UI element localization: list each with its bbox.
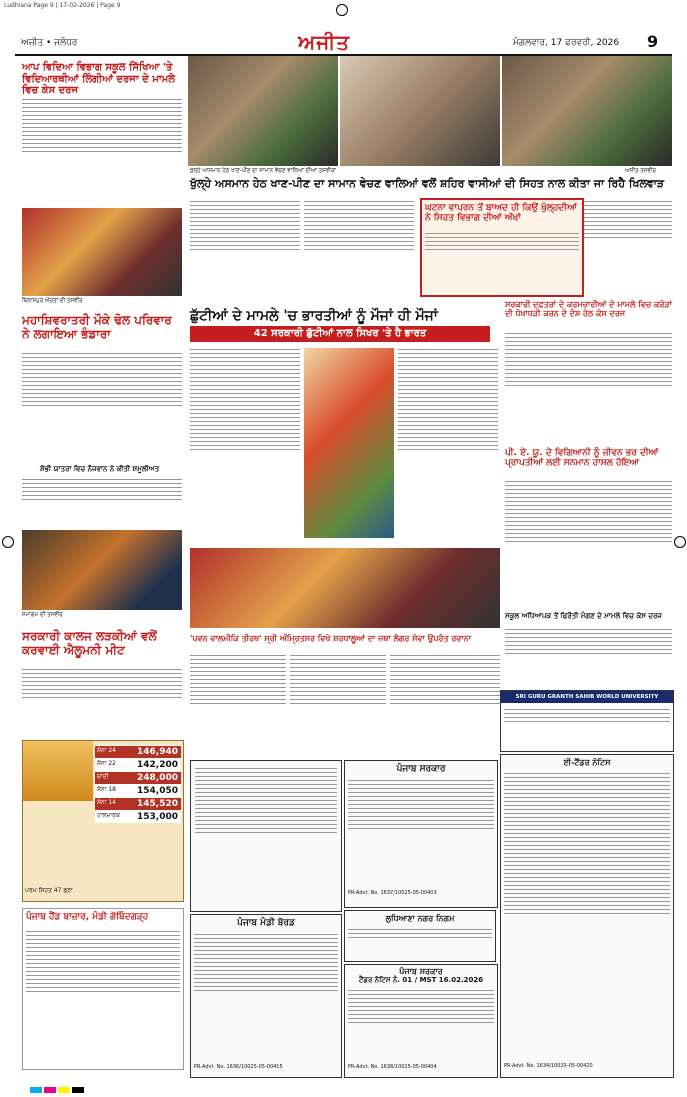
headline-pau: ਪੀ. ਏ. ਯੂ. ਦੇ ਵਿਗਿਆਨੀ ਨੂੰ ਜੀਵਨ ਭਰ ਦੀਆਂ ਪ੍ਰਾਪਤੀਆਂ ਲਈ ਸਨਮਾਨ ਹਾਸਲ ਹੋਇਆ: [505, 448, 659, 469]
photo-group-langar: [190, 548, 500, 628]
table-cell: 145,520: [137, 799, 178, 809]
masthead: [15, 30, 672, 56]
body-text: [190, 346, 300, 546]
ad-exam-notice: [500, 754, 674, 1078]
photo-caption: ਸਮਾਗਮ ਦੀ ਤਸਵੀਰ: [22, 612, 63, 618]
headline-corruption: ਸਰਕਾਰੀ ਦਫ਼ਤਰਾਂ ਦੇ ਕਰਮਚਾਰੀਆਂ ਦੇ ਮਾਮਲੇ ਵਿਚ ਕਰੋੜਾਂ ਦੀ ਧੋਖਾਧੜੀ ਕਰਨ ਦੇ ਦੋਸ਼ ਹੇਠ ਕੇਸ ਦਰਜ: [505, 300, 672, 319]
gold-table-footer: ਪਰਮ ਸਿਹਤ 47 ਡ੍ਰਾ: [25, 887, 73, 894]
table-cell: ਸੋਨਾ 14: [97, 799, 117, 806]
body-text: [190, 198, 300, 298]
ad-title: SRI GURU GRANTH SAHIB WORLD UNIVERSITY: [501, 691, 673, 703]
body-text: [505, 478, 672, 608]
body-text: [190, 652, 286, 752]
calendar-illustration: [304, 348, 394, 538]
body-text: [398, 346, 498, 546]
ad-title: ਪੰਜਾਬ ਸਰਕਾਰ: [399, 967, 443, 976]
photo-women-group: [22, 208, 182, 296]
photo-caption: ਬਿਲਾਸਪੁਰ ਔਰਤਾਂ ਦੀ ਤਸਵੀਰ: [22, 298, 83, 304]
table-cell: 142,200: [137, 760, 178, 770]
photo-credit: ਅਜੀਤ ਤਸਵੀਰ: [625, 168, 656, 174]
table-row: [95, 797, 181, 810]
edition-label: ਅਜੀਤ • ਜਲੰਧਰ: [21, 38, 78, 48]
ad-ludhiana: [190, 760, 342, 912]
subheadline-jhanki: ਸ਼ੋਭੀ ਯਾਤਰਾ ਵਿਚ ਨੌਜਵਾਨ ਨੇ ਕੀਤੀ ਸ਼ਮੂਲੀਅਤ: [40, 465, 160, 473]
table-cell: ਸੋਨਾ 18: [97, 786, 117, 793]
photo-vendor-2: [340, 56, 500, 166]
headline-satsang: 'ਪਵਨ ਵਾਲਮੀਕਿ ਤੀਰਥ' ਸ੍ਰੀ ਅੰਮ੍ਰਿਤਸਰ ਵਿਖੇ ਸ਼ਰਧਾਲੂਆਂ ਦਾ ਜਥਾ ਲੰਗਰ ਸੇਵਾ ਉਪਰੰਤ ਰਵਾਨਾ: [190, 634, 471, 643]
body-text: [304, 198, 414, 298]
table-cell: 154,050: [137, 786, 178, 796]
body-text: [22, 666, 182, 736]
ad-title: ਪੰਜਾਬ ਮੰਡੀ ਬੋਰਡ: [237, 918, 295, 928]
main-headline: ਖੁੱਲ੍ਹੇ ਅਸਮਾਨ ਹੇਠ ਖਾਣ-ਪੀਣ ਦਾ ਸਾਮਾਨ ਵੇਚਣ ਵਾਲਿਆਂ ਵਲੋਂ ਸ਼ਹਿਰ ਵਾਸੀਆਂ ਦੀ ਸਿਹਤ ਨਾਲ ਕੀਤਾ ਜਾ ਰਿਹੈ ਖਿਲਵਾੜ: [190, 177, 665, 190]
table-row: [95, 771, 181, 784]
box-story: [420, 198, 584, 297]
veg-market-box: [22, 908, 184, 1070]
headline-college-meet: ਸਰਕਾਰੀ ਕਾਲਜ ਲੜਕੀਆਂ ਵਲੋਂ ਕਰਵਾਈ ਐਲੂਮਨੀ ਮੀਟ: [22, 629, 157, 657]
ad-tender: ਟੈਂਡਰ ਨੋਟਿਸ ਨੰ. 01 / MST 16.02.2026: [358, 976, 484, 985]
table-cell: ਸੋਨਾ 22: [97, 760, 117, 767]
table-cell: ਸੋਨਾ 24: [97, 747, 117, 754]
body-text: [22, 96, 182, 206]
crop-mark: [2, 536, 14, 548]
body-text: [22, 476, 182, 526]
newspaper-logo: ਅਜੀਤ: [298, 30, 351, 54]
table-row: [95, 758, 181, 771]
page-number: 9: [647, 32, 659, 51]
table-cell: ਹਾਲਮਾਰਕ: [97, 812, 120, 819]
headline-left-top: ਆਪ ਵਿਦਿਆ ਵਿਭਾਗ ਸਕੂਲ ਸਿੱਖਿਆ 'ਤੇ ਵਿਦਿਆਰਥੀਆਂ ਲਿੰਗੀਆਂ ਦਰਜਾ ਦੇ ਮਾਮਲੇ ਵਿਚ ਕੇਸ ਦਰਜ: [22, 62, 176, 96]
photo-vendor-3: [502, 56, 672, 166]
body-text: [584, 198, 672, 278]
gold-jewelry-image: [23, 741, 93, 801]
headline-mahashivratri: ਮਹਾਸ਼ਿਵਰਾਤਰੀ ਮੌਕੇ ਢੋਲ ਪਰਿਵਾਰ ਨੇ ਲਗਾਇਆ ਭੰਡਾਰਾ: [22, 313, 172, 341]
table-cell: ਚਾਂਦੀ: [97, 773, 109, 780]
holidays-banner: 42 ਸਰਕਾਰੀ ਛੁੱਟੀਆਂ ਨਾਲ ਸਿਖਰ 'ਤੇ ਹੈ ਭਾਰਤ: [190, 326, 490, 342]
table-row: [95, 784, 181, 797]
print-color-bar: [30, 1078, 86, 1097]
photo-caption: ਖੁੱਲ੍ਹੇ ਆਸਮਾਨ ਹੇਠ ਖਾਣ-ਪੀਣ ਦਾ ਸਾਮਾਨ ਵੇਚਣ ਵਾਲਿਆਂ ਦੀਆਂ ਤਸਵੀਰਾਂ: [190, 168, 336, 174]
print-slug: Ludhiana Page 9 | 17-02-2026 | Page 9: [4, 2, 121, 9]
photo-vendor-1: [188, 56, 338, 166]
ad-code: PR-Advt. No. 1638/10025-05-00404: [348, 1064, 437, 1071]
table-cell: 248,000: [137, 773, 178, 783]
body-text: [22, 350, 182, 460]
page-date: ਮੰਗਲਵਾਰ, 17 ਫਰਵਰੀ, 2026: [513, 38, 620, 48]
table-cell: 146,940: [137, 747, 178, 757]
ad-code: PR-Advt. No. 1636/10025-05-00415: [194, 1064, 283, 1071]
ad-punjab-govt-1: [344, 760, 498, 908]
ad-code: PR-Advt. No. 1634/10025-05-00420: [504, 1063, 593, 1070]
body-text: [290, 652, 386, 752]
body-text: [390, 652, 500, 752]
ad-university: [500, 690, 674, 752]
headline-veg-market: ਪੰਜਾਬ ਹੈਂਡ ਬਾਜ਼ਾਰ, ਮੰਡੀ ਗੋਬਿੰਦਗੜ੍ਹ: [26, 912, 149, 922]
headline-school-case: ਸਕੂਲ ਅਧਿਆਪਕ ਤੋਂ ਫਿਰੌਤੀ ਮੰਗਣ ਦੇ ਮਾਮਲੇ ਵਿਚ ਕੇਸ ਦਰਜ: [505, 612, 662, 620]
gold-price-table: [22, 740, 184, 902]
ad-title: ਈ-ਟੈਂਡਰ ਨੋਟਿਸ: [563, 758, 611, 767]
crop-mark: [674, 536, 686, 548]
table-row: [95, 745, 181, 758]
photo-stage-event: [22, 530, 182, 610]
ad-code: PR-Advt. No. 1637/10025-05-00403: [348, 890, 437, 897]
body-text: [505, 330, 672, 440]
holidays-headline: ਛੁੱਟੀਆਂ ਦੇ ਮਾਮਲੇ 'ਚ ਭਾਰਤੀਆਂ ਨੂੰ ਮੌਜਾਂ ਹੀ ਮੌਜਾਂ: [190, 308, 438, 324]
crop-mark: [336, 4, 348, 16]
table-cell: 153,000: [137, 812, 178, 822]
box-headline: ਘਟਨਾ ਵਾਪਰਨ ਤੋਂ ਬਾਅਦ ਹੀ ਕਿਉਂ ਖੁੱਲ੍ਹਦੀਆਂ ਨੇ ਸਿਹਤ ਵਿਭਾਗ ਦੀਆਂ ਅੱਖਾਂ: [425, 203, 577, 224]
table-row: [95, 810, 181, 823]
ad-punjab-govt-2: [344, 964, 498, 1078]
ad-title: ਪੰਜਾਬ ਸਰਕਾਰ: [396, 764, 446, 774]
ad-title: ਲੁਧਿਆਣਾ ਨਗਰ ਨਿਗਮ: [385, 914, 455, 923]
ad-ludhiana-nigam: [344, 910, 496, 962]
body-text: [505, 626, 672, 686]
ad-mandi-board: [190, 914, 342, 1078]
